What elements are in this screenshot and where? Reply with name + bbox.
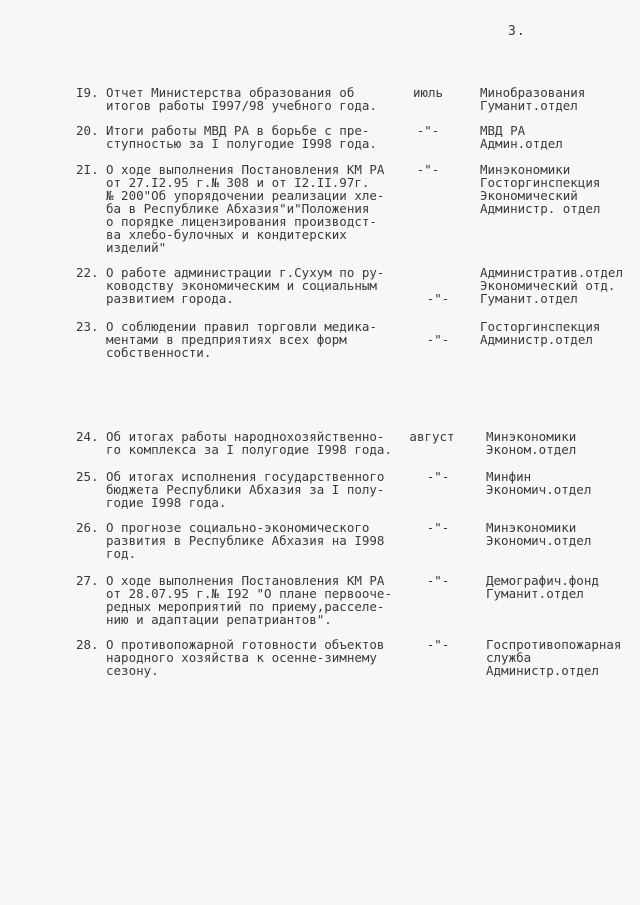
item-responsible: Минобразования Гуманит.отдел <box>480 85 586 113</box>
item-date: -"- <box>426 469 450 484</box>
item-number: 2I. <box>76 162 99 177</box>
item-text: О соблюдении правил торговли медика- ментами в предприятиях всех форм собственности. <box>106 319 377 360</box>
item-text: О противопожарной готовности объектов народного хозяйства к осенне-зимнему сезону. <box>106 637 385 678</box>
item-responsible: Административ.отдел Экономический отд. Гуманит.отдел <box>480 265 623 306</box>
item-text: Об итогах работы народнохозяйственно- го комплекса за I полугодие I998 года. <box>106 429 392 457</box>
item-text: Об итогах исполнения государственного бюджета Республики Абхазия за I полу- годие I998 года. <box>106 469 385 510</box>
item-responsible: Минэкономики Госторгинспекция Экономический Администр. отдел <box>480 162 601 216</box>
item-number: 24. <box>76 429 99 444</box>
item-number: 22. <box>76 265 99 280</box>
page-number: 3. <box>508 24 526 39</box>
item-responsible: Госпротивопожарная служба Администр.отдел <box>486 637 622 678</box>
item-number: 25. <box>76 469 99 484</box>
item-responsible: Демографич.фонд Гуманит.отдел <box>486 573 599 601</box>
item-date: июль <box>412 85 444 100</box>
item-responsible: МВД РА Админ.отдел <box>480 123 563 151</box>
item-date: -"- <box>426 520 450 535</box>
item-responsible: Минэкономики Экономич.отдел <box>486 520 592 548</box>
item-date: август <box>409 429 455 444</box>
item-date: -"- <box>416 123 440 138</box>
item-date: -"- <box>426 637 450 652</box>
item-date: -"- <box>426 573 450 588</box>
item-number: I9. <box>76 85 99 100</box>
item-responsible: Минфин Экономич.отдел <box>486 469 592 497</box>
item-number: 26. <box>76 520 99 535</box>
item-text: О прогнозе социально-экономического развития в Республике Абхазия на I998 год. <box>106 520 385 561</box>
item-number: 28. <box>76 637 99 652</box>
item-date: -"- <box>416 162 440 177</box>
item-text: О ходе выполнения Постановления КМ РА от 27.I2.95 г.№ 308 и от I2.II.97г. № 200"Об упорядочении реализации хле- ба в Республике Абхазия"и"Положения о порядке лицензирования производст- ва хлебо-булочных и кондитерских изделий" <box>106 162 385 255</box>
item-date: -"- <box>426 291 450 306</box>
item-number: 23. <box>76 319 99 334</box>
item-number: 20. <box>76 123 99 138</box>
item-text: О ходе выполнения Постановления КМ РА от 28.07.95 г.№ I92 "О плане первооче- редных мероприятий по приему,расселе- нию и адаптации репатриантов". <box>106 573 392 627</box>
item-text: О работе администрации г.Сухум по ру- ководству экономическим и социальным развитием города. <box>106 265 385 306</box>
item-number: 27. <box>76 573 99 588</box>
item-responsible: Госторгинспекция Администр.отдел <box>480 319 601 347</box>
item-responsible: Минэкономики Эконом.отдел <box>486 429 577 457</box>
item-date: -"- <box>426 332 450 347</box>
item-text: Итоги работы МВД РА в борьбе с пре- ступностью за I полугодие I998 года. <box>106 123 377 151</box>
item-text: Отчет Министерства образования об итогов работы I997/98 учебного года. <box>106 85 377 113</box>
